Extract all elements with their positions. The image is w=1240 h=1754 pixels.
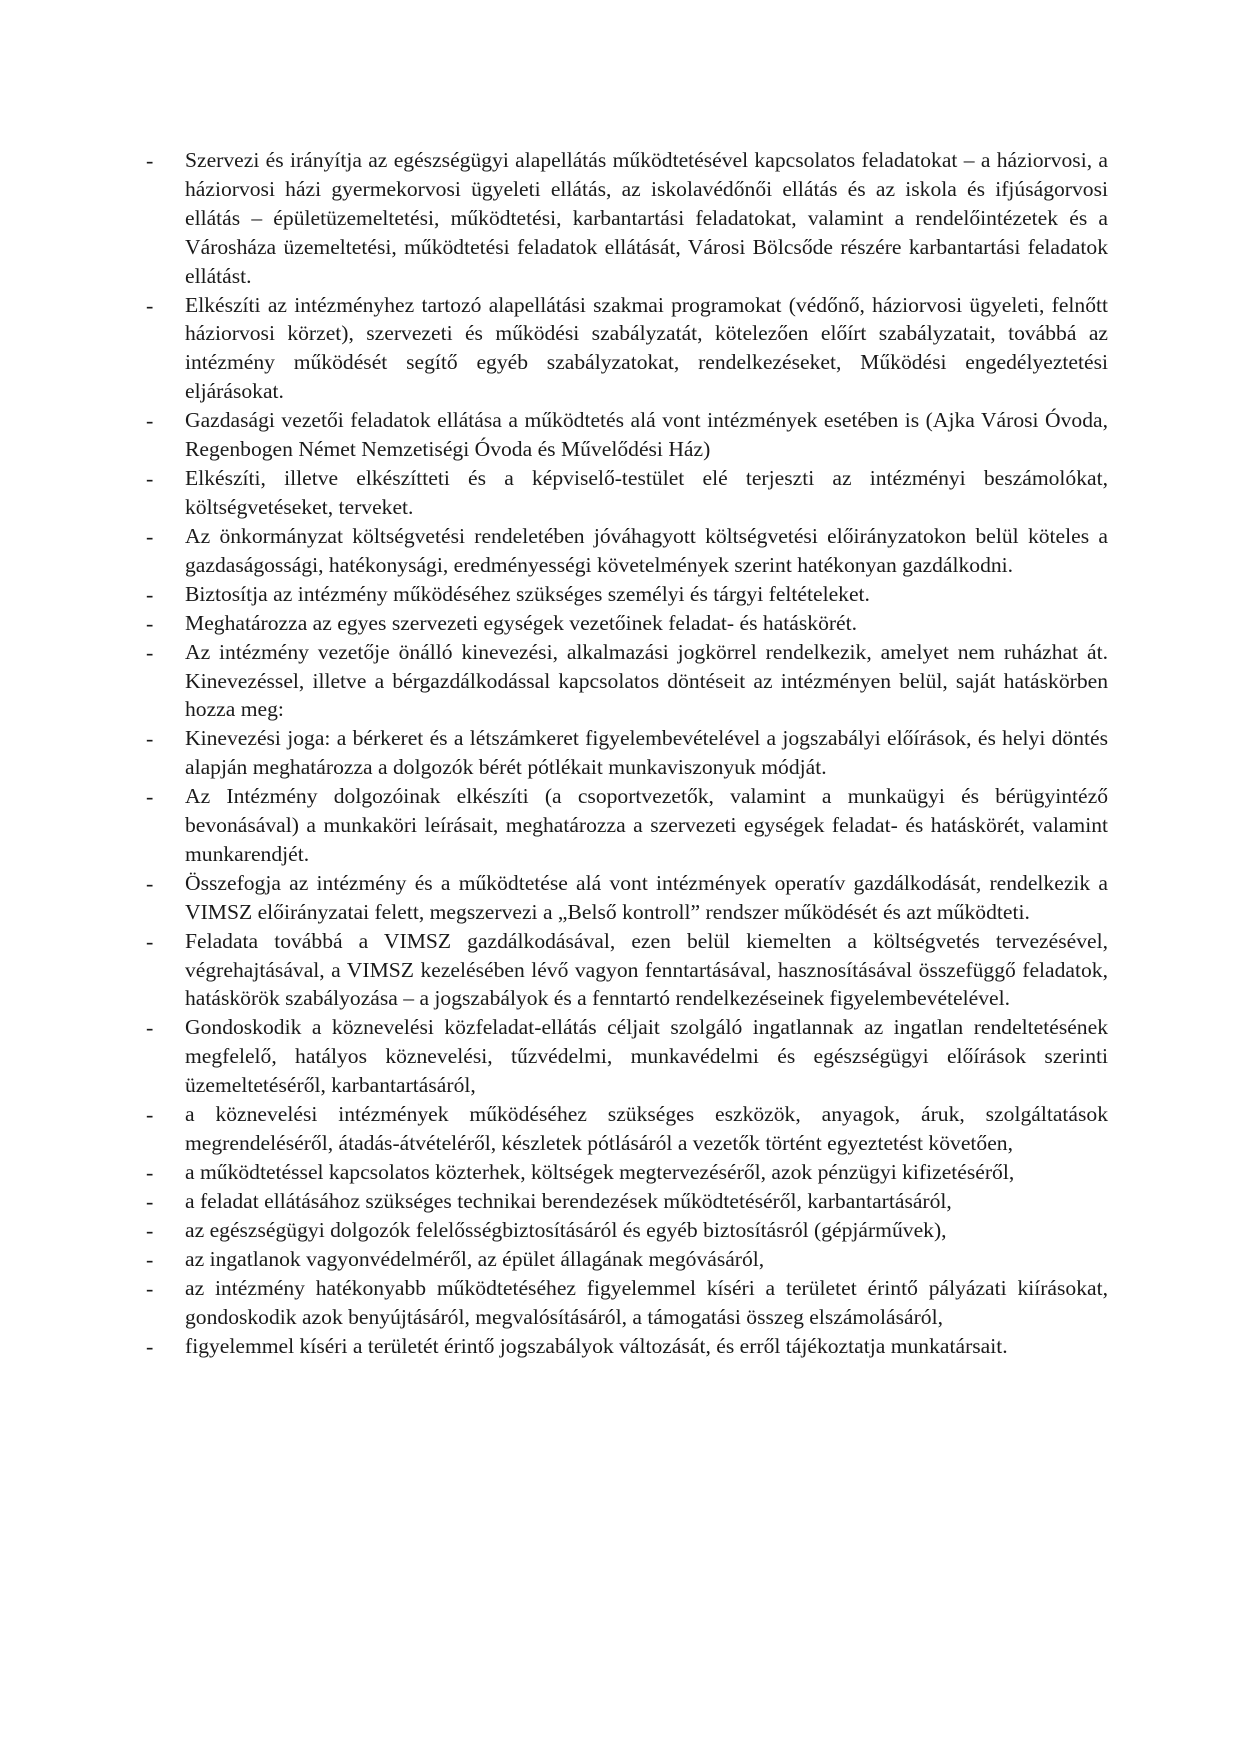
list-item: [146, 406, 1108, 464]
list-item-text: Elkészíti az intézményhez tartozó alapellátási szakmai programokat (védőnő, háziorvosi ügyeleti, felnőtt háziorvosi körzet), szervezeti és működési szabályzatát, kötelezően előírt szabályzatait, továbbá az intézmény működését segítő egyéb szabályzatokat, rendelkezéseket, Működési engedélyeztetési eljárásokat.: [185, 292, 1108, 404]
list-item: [146, 1245, 1108, 1274]
dash-marker: -: [146, 1102, 154, 1128]
list-item-text: Elkészíti, illetve elkészítteti és a képviselő-testület elé terjeszti az intézményi beszámolókat, költségvetéseket, terveket.: [185, 465, 1108, 519]
list-item: [146, 464, 1108, 522]
list-item-text: Meghatározza az egyes szervezeti egységek vezetőinek feladat- és hatáskörét.: [185, 610, 858, 635]
list-item-text: a köznevelési intézmények működéséhez szükséges eszközök, anyagok, áruk, szolgáltatások megrendeléséről, átadás-átvételéről, készletek pótlásáról a vezetők történt egyeztetést követően,: [185, 1102, 1108, 1155]
list-item: [146, 1013, 1108, 1100]
list-item: [146, 609, 1108, 638]
list-item-text: Összefogja az intézmény és a működtetése alá vont intézmények operatív gazdálkodását, rendelkezik a VIMSZ előirányzatai felett, megszervezi a „Belső kontroll” rendszer működését és azt működteti.: [185, 870, 1108, 924]
dash-marker: -: [146, 726, 154, 752]
dash-marker: -: [146, 639, 154, 665]
list-item: [146, 638, 1108, 725]
list-item: [146, 1216, 1108, 1245]
dash-marker: -: [146, 610, 154, 636]
list-item-text: Gazdasági vezetői feladatok ellátása a működtetés alá vont intézmények esetében is (Ajka Városi Óvoda, Regenbogen Német Nemzetiségi Óvoda és Művelődési Ház): [185, 408, 1108, 462]
dash-marker: -: [146, 1333, 154, 1359]
list-item: [146, 1158, 1108, 1187]
list-item-text: Szervezi és irányítja az egészségügyi alapellátás működtetésével kapcsolatos feladatokat – a háziorvosi, a háziorvosi házi gyermekorvosi ügyeleti ellátás, az iskolavédőnői ellátás és az iskola és ifjúságorvosi ellátás – épületüzemeltetési, működtetési, karbantartási feladatokat, valamint a rendelőintézetek és a Városháza üzemeltetési, működtetési feladatok ellátását, Városi Bölcsőde részére karbantartási feladatok ellátást.: [185, 148, 1108, 288]
list-item: [146, 522, 1108, 580]
list-item-text: Az intézmény vezetője önálló kinevezési, alkalmazási jogkörrel rendelkezik, amelyet nem ruházhat át. Kinevezéssel, illetve a bérgazdálkodással kapcsolatos döntéseit az intézményen belül, saját hatáskörben hozza meg:: [185, 639, 1108, 722]
dash-marker: -: [146, 1015, 154, 1041]
list-item: [146, 291, 1108, 407]
dash-marker: -: [146, 784, 154, 810]
dash-marker: -: [146, 465, 154, 491]
list-item: [146, 1332, 1108, 1361]
dash-marker: -: [146, 1188, 154, 1214]
list-item-text: Az Intézmény dolgozóinak elkészíti (a csoportvezetők, valamint a munkaügyi és bérügyintéző bevonásával) a munkaköri leírásait, meghatározza a szervezeti egységek feladat- és hatáskörét, valamint munkarendjét.: [185, 784, 1108, 866]
bullet-list: [146, 146, 1108, 1361]
list-item-text: Az önkormányzat költségvetési rendeletében jóváhagyott költségvetési előirányzatokon belül köteles a gazdaságossági, hatékonysági, eredményességi követelmények szerint hatékonyan gazdálkodni.: [185, 523, 1108, 577]
list-item-text: Kinevezési joga: a bérkeret és a létszámkeret figyelembevételével a jogszabályi előírások, és helyi döntés alapján meghatározza a dolgozók bérét pótlékait munkaviszonyuk módját.: [185, 726, 1108, 780]
list-item: [146, 1187, 1108, 1216]
dash-marker: -: [146, 408, 154, 434]
list-item-text: Gondoskodik a köznevelési közfeladat-ellátás céljait szolgáló ingatlannak az ingatlan rendeltetésének megfelelő, hatályos köznevelési, tűzvédelmi, munkavédelmi és egészségügyi előírások szerinti üzemeltetéséről, karbantartásáról,: [185, 1015, 1108, 1098]
list-item-text: a működtetéssel kapcsolatos közterhek, költségek megtervezéséről, azok pénzügyi kifizetéséről,: [185, 1159, 1015, 1184]
list-item: [146, 146, 1108, 291]
list-item-text: Feladata továbbá a VIMSZ gazdálkodásával, ezen belül kiemelten a költségvetés tervezésével, végrehajtásával, a VIMSZ kezelésében lévő vagyon fenntartásával, hasznosításával összefüggő feladatok, hatáskörök szabályozása – a jogszabályok és a fenntartó rendelkezéseinek figyelembevételével.: [185, 928, 1108, 1011]
list-item-text: figyelemmel kíséri a területét érintő jogszabályok változását, és erről tájékoztatja munkatársait.: [185, 1333, 1008, 1358]
dash-marker: -: [146, 1159, 154, 1185]
dash-marker: -: [146, 292, 154, 318]
list-item: [146, 580, 1108, 609]
dash-marker: -: [146, 1246, 154, 1272]
list-item: [146, 782, 1108, 869]
list-item: [146, 1274, 1108, 1332]
list-item: [146, 724, 1108, 782]
dash-marker: -: [146, 523, 154, 549]
dash-marker: -: [146, 928, 154, 954]
dash-marker: -: [146, 581, 154, 607]
list-item-text: az ingatlanok vagyonvédelméről, az épület állagának megóvásáról,: [185, 1246, 765, 1271]
dash-marker: -: [146, 1217, 154, 1243]
list-item-text: az intézmény hatékonyabb működtetéséhez figyelemmel kíséri a területet érintő pályázati kiírásokat, gondoskodik azok benyújtásáról, megvalósításáról, a támogatási összeg elszámolásáról,: [185, 1275, 1108, 1329]
list-item-text: Biztosítja az intézmény működéséhez szükséges személyi és tárgyi feltételeket.: [185, 581, 870, 606]
dash-marker: -: [146, 148, 154, 173]
list-item: [146, 927, 1108, 1014]
list-item: [146, 1100, 1108, 1158]
dash-marker: -: [146, 870, 154, 896]
list-item: [146, 869, 1108, 927]
dash-marker: -: [146, 1275, 154, 1301]
list-item-text: az egészségügyi dolgozók felelősségbiztosításáról és egyéb biztosításról (gépjárművek),: [185, 1217, 947, 1242]
list-item-text: a feladat ellátásához szükséges technikai berendezések működtetéséről, karbantartásáról,: [185, 1188, 952, 1213]
